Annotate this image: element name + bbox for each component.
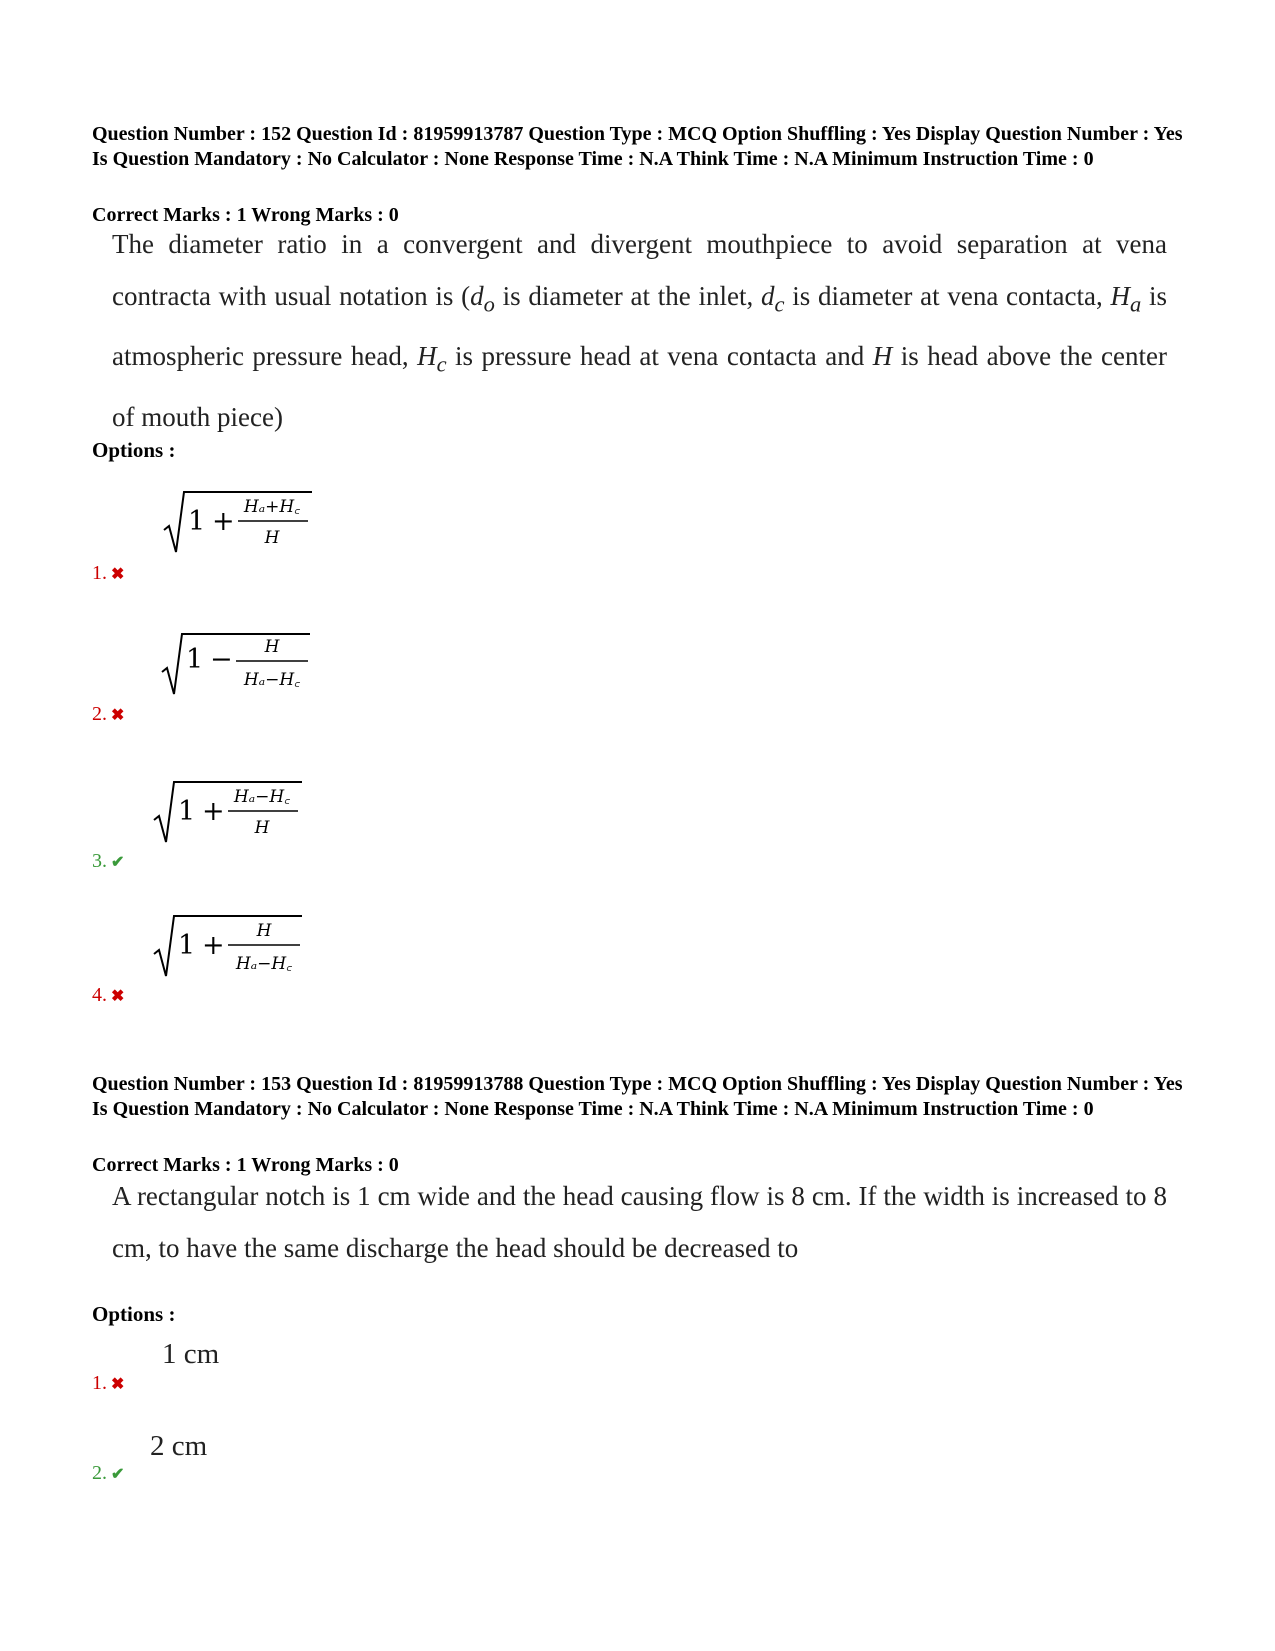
svg-text:Hₐ+H꜀: Hₐ+H꜀ bbox=[243, 497, 301, 517]
wrong-mark-icon: ✖ bbox=[111, 988, 125, 1005]
option-number: 2. ✔ bbox=[92, 1462, 125, 1484]
question-header: Question Number : 153 Question Id : 81959913788 Question Type : MCQ Option Shuffling : Yes Display Question Number : Yes Is Question Mandatory : No Calculator : None Response Time : N.A Think Time : N.A Minimum Instruction Time : 0 bbox=[92, 1073, 1183, 1120]
option-number: 3. ✔ bbox=[92, 850, 125, 872]
check-mark-icon: ✔ bbox=[111, 1466, 125, 1483]
question-text: The diameter ratio in a convergent and divergent mouthpiece to avoid separation at vena contracta with usual notation is ($d_o$ is diameter at the inlet, $d_c$ is diameter at vena contacta, $H_a$ is atmospheric pressure head, $H_c$ is pressure head at vena contacta and H is head above the center of mouth piece) bbox=[112, 229, 1168, 432]
wrong-mark-icon: ✖ bbox=[111, 1376, 125, 1393]
option-number: 1. ✖ bbox=[92, 1372, 125, 1394]
svg-text:+: + bbox=[202, 930, 225, 961]
option-number: 1. ✖ bbox=[92, 562, 125, 584]
marks-line: Correct Marks : 1 Wrong Marks : 0 bbox=[92, 204, 399, 226]
option-formula bbox=[152, 912, 312, 987]
svg-text:Hₐ−H꜀: Hₐ−H꜀ bbox=[233, 787, 291, 807]
svg-text:+: + bbox=[202, 796, 225, 827]
option-formula bbox=[152, 778, 312, 853]
svg-text:1: 1 bbox=[178, 796, 196, 827]
svg-text:1: 1 bbox=[188, 506, 206, 537]
option-number: 2. ✖ bbox=[92, 703, 125, 725]
check-mark-icon: ✔ bbox=[111, 854, 125, 871]
svg-text:1: 1 bbox=[178, 930, 196, 961]
option-formula bbox=[160, 630, 320, 705]
options-label: Options : bbox=[92, 1302, 176, 1326]
option-text: 2 cm bbox=[150, 1430, 208, 1462]
wrong-mark-icon: ✖ bbox=[111, 707, 125, 724]
svg-text:Hₐ−H꜀: Hₐ−H꜀ bbox=[235, 954, 293, 974]
marks-line: Correct Marks : 1 Wrong Marks : 0 bbox=[92, 1154, 399, 1176]
option-text: 1 cm bbox=[162, 1338, 220, 1370]
svg-text:Hₐ−H꜀: Hₐ−H꜀ bbox=[243, 670, 301, 690]
question-header: Question Number : 152 Question Id : 81959913787 Question Type : MCQ Option Shuffling : Yes Display Question Number : Yes Is Question Mandatory : No Calculator : None Response Time : N.A Think Time : N.A Minimum Instruction Time : 0 bbox=[92, 123, 1183, 170]
options-label: Options : bbox=[92, 438, 176, 462]
svg-text:−: − bbox=[210, 644, 233, 675]
svg-text:H: H bbox=[264, 637, 280, 657]
svg-text:1: 1 bbox=[186, 644, 204, 675]
svg-text:+: + bbox=[212, 506, 235, 537]
option-formula bbox=[162, 488, 322, 563]
wrong-mark-icon: ✖ bbox=[111, 566, 125, 583]
svg-text:H: H bbox=[264, 528, 280, 548]
svg-text:H: H bbox=[254, 818, 270, 838]
svg-text:H: H bbox=[256, 921, 272, 941]
option-number: 4. ✖ bbox=[92, 984, 125, 1006]
question-text: A rectangular notch is 1 cm wide and the head causing flow is 8 cm. If the width is increased to 8 cm, to have the same discharge the head should be decreased to bbox=[112, 1181, 1167, 1263]
